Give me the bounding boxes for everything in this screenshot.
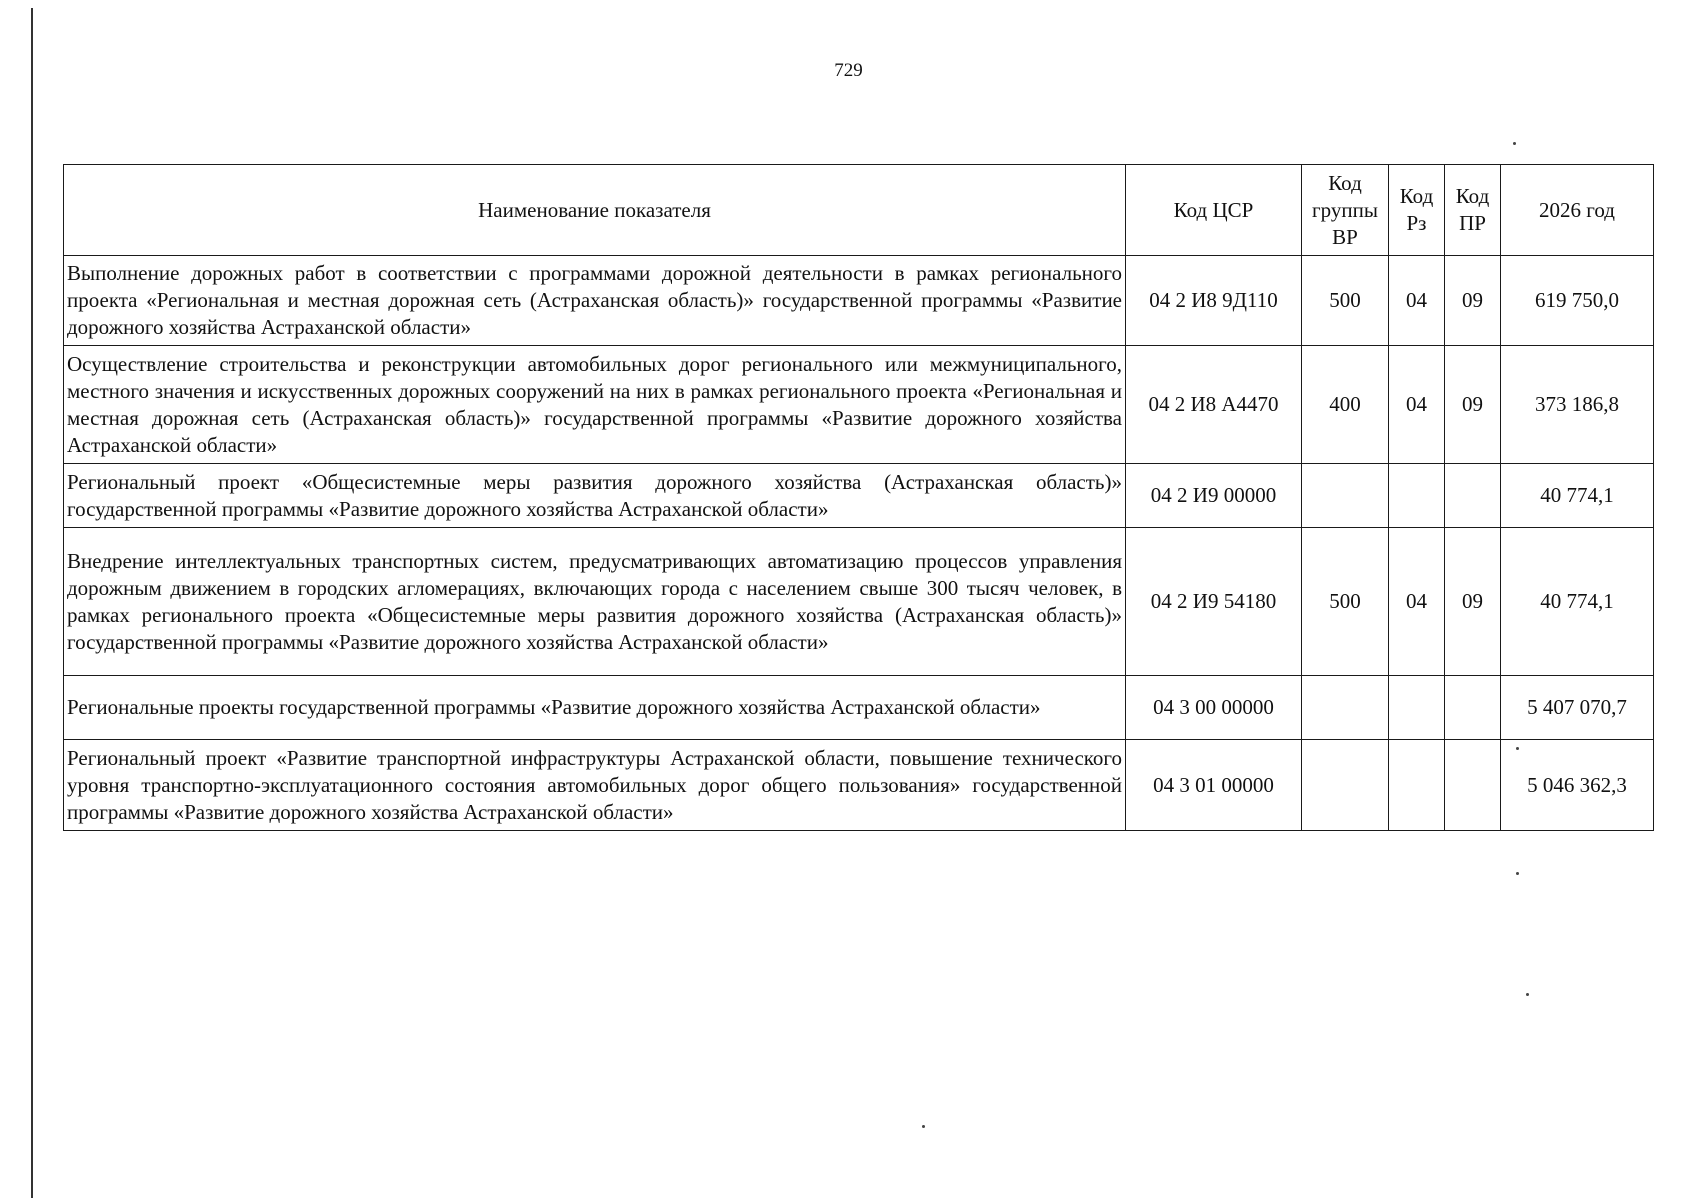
row-rz [1389, 676, 1445, 740]
header-year: 2026 год [1501, 165, 1654, 256]
header-csr: Код ЦСР [1126, 165, 1302, 256]
row-vr [1302, 464, 1389, 528]
table-row [64, 676, 1654, 740]
scan-speck [1526, 993, 1529, 996]
row-name: Региональный проект «Общесистемные меры развития дорожного хозяйства (Астраханская область)» государственной программы «Развитие дорожного хозяйства Астраханской области» [64, 464, 1126, 528]
row-amount: 5 407 070,7 [1501, 676, 1654, 740]
row-vr: 400 [1302, 346, 1389, 464]
row-name: Региональные проекты государственной программы «Развитие дорожного хозяйства Астраханской области» [64, 676, 1126, 740]
row-amount: 619 750,0 [1501, 256, 1654, 346]
row-amount: 5 046 362,3 [1501, 740, 1654, 831]
row-amount: 40 774,1 [1501, 464, 1654, 528]
row-rz: 04 [1389, 528, 1445, 676]
table-row [64, 346, 1654, 464]
row-vr [1302, 676, 1389, 740]
row-name: Выполнение дорожных работ в соответствии с программами дорожной деятельности в рамках регионального проекта «Региональная и местная дорожная сеть (Астраханская область)» государственной программы «Развитие дорожного хозяйства Астраханской области» [64, 256, 1126, 346]
header-vr-line1: Код [1328, 170, 1362, 195]
scan-speck [1516, 872, 1519, 875]
table-row [64, 528, 1654, 676]
row-pr [1445, 464, 1501, 528]
header-rz [1389, 165, 1445, 256]
row-name: Региональный проект «Развитие транспортной инфраструктуры Астраханской области, повышение технического уровня транспортно-эксплуатационного состояния автомобильных дорог общего пользования» государственной программы «Развитие дорожного хозяйства Астраханской области» [64, 740, 1126, 831]
row-pr [1445, 676, 1501, 740]
scan-speck [922, 1125, 925, 1128]
table-row [64, 256, 1654, 346]
row-csr: 04 3 00 00000 [1126, 676, 1302, 740]
row-vr: 500 [1302, 528, 1389, 676]
row-vr: 500 [1302, 256, 1389, 346]
header-rz-line1: Код [1399, 184, 1434, 208]
header-pr-line1: Код [1455, 184, 1490, 208]
row-csr: 04 2 И9 00000 [1126, 464, 1302, 528]
row-csr: 04 2 И8 9Д110 [1126, 256, 1302, 346]
binding-margin-line [31, 8, 33, 1198]
row-rz [1389, 464, 1445, 528]
row-rz: 04 [1389, 256, 1445, 346]
scan-speck [1513, 142, 1516, 145]
row-csr: 04 2 И8 А4470 [1126, 346, 1302, 464]
row-csr: 04 2 И9 54180 [1126, 528, 1302, 676]
header-vr [1302, 165, 1389, 256]
budget-table [63, 164, 1654, 831]
row-amount: 373 186,8 [1501, 346, 1654, 464]
page-number: 729 [834, 60, 863, 81]
row-amount: 40 774,1 [1501, 528, 1654, 676]
header-rz-line2: Рз [1406, 211, 1427, 235]
header-name: Наименование показателя [64, 165, 1126, 256]
table-header-row [64, 165, 1654, 256]
row-rz [1389, 740, 1445, 831]
header-pr-line2: ПР [1459, 211, 1486, 235]
row-rz: 04 [1389, 346, 1445, 464]
row-name: Осуществление строительства и реконструкции автомобильных дорог регионального или межмуниципального, местного значения и искусственных дорожных сооружений на них в рамках регионального проекта «Региональная и местная дорожная сеть (Астраханская область)» государственной программы «Развитие дорожного хозяйства Астраханской области» [64, 346, 1126, 464]
row-pr [1445, 740, 1501, 831]
row-pr: 09 [1445, 256, 1501, 346]
row-name: Внедрение интеллектуальных транспортных систем, предусматривающих автоматизацию процессов управления дорожным движением в городских агломерациях, включающих города с населением свыше 300 тысяч человек, в рамках регионального проекта «Общесистемные меры развития дорожного хозяйства (Астраханская область)» государственной программы «Развитие дорожного хозяйства Астраханской области» [64, 528, 1126, 676]
row-csr: 04 3 01 00000 [1126, 740, 1302, 831]
row-pr: 09 [1445, 346, 1501, 464]
header-pr [1445, 165, 1501, 256]
row-pr: 09 [1445, 528, 1501, 676]
header-vr-line3: ВР [1332, 224, 1358, 249]
row-vr [1302, 740, 1389, 831]
header-vr-line2: группы [1312, 197, 1378, 222]
table-row [64, 740, 1654, 831]
table-row [64, 464, 1654, 528]
